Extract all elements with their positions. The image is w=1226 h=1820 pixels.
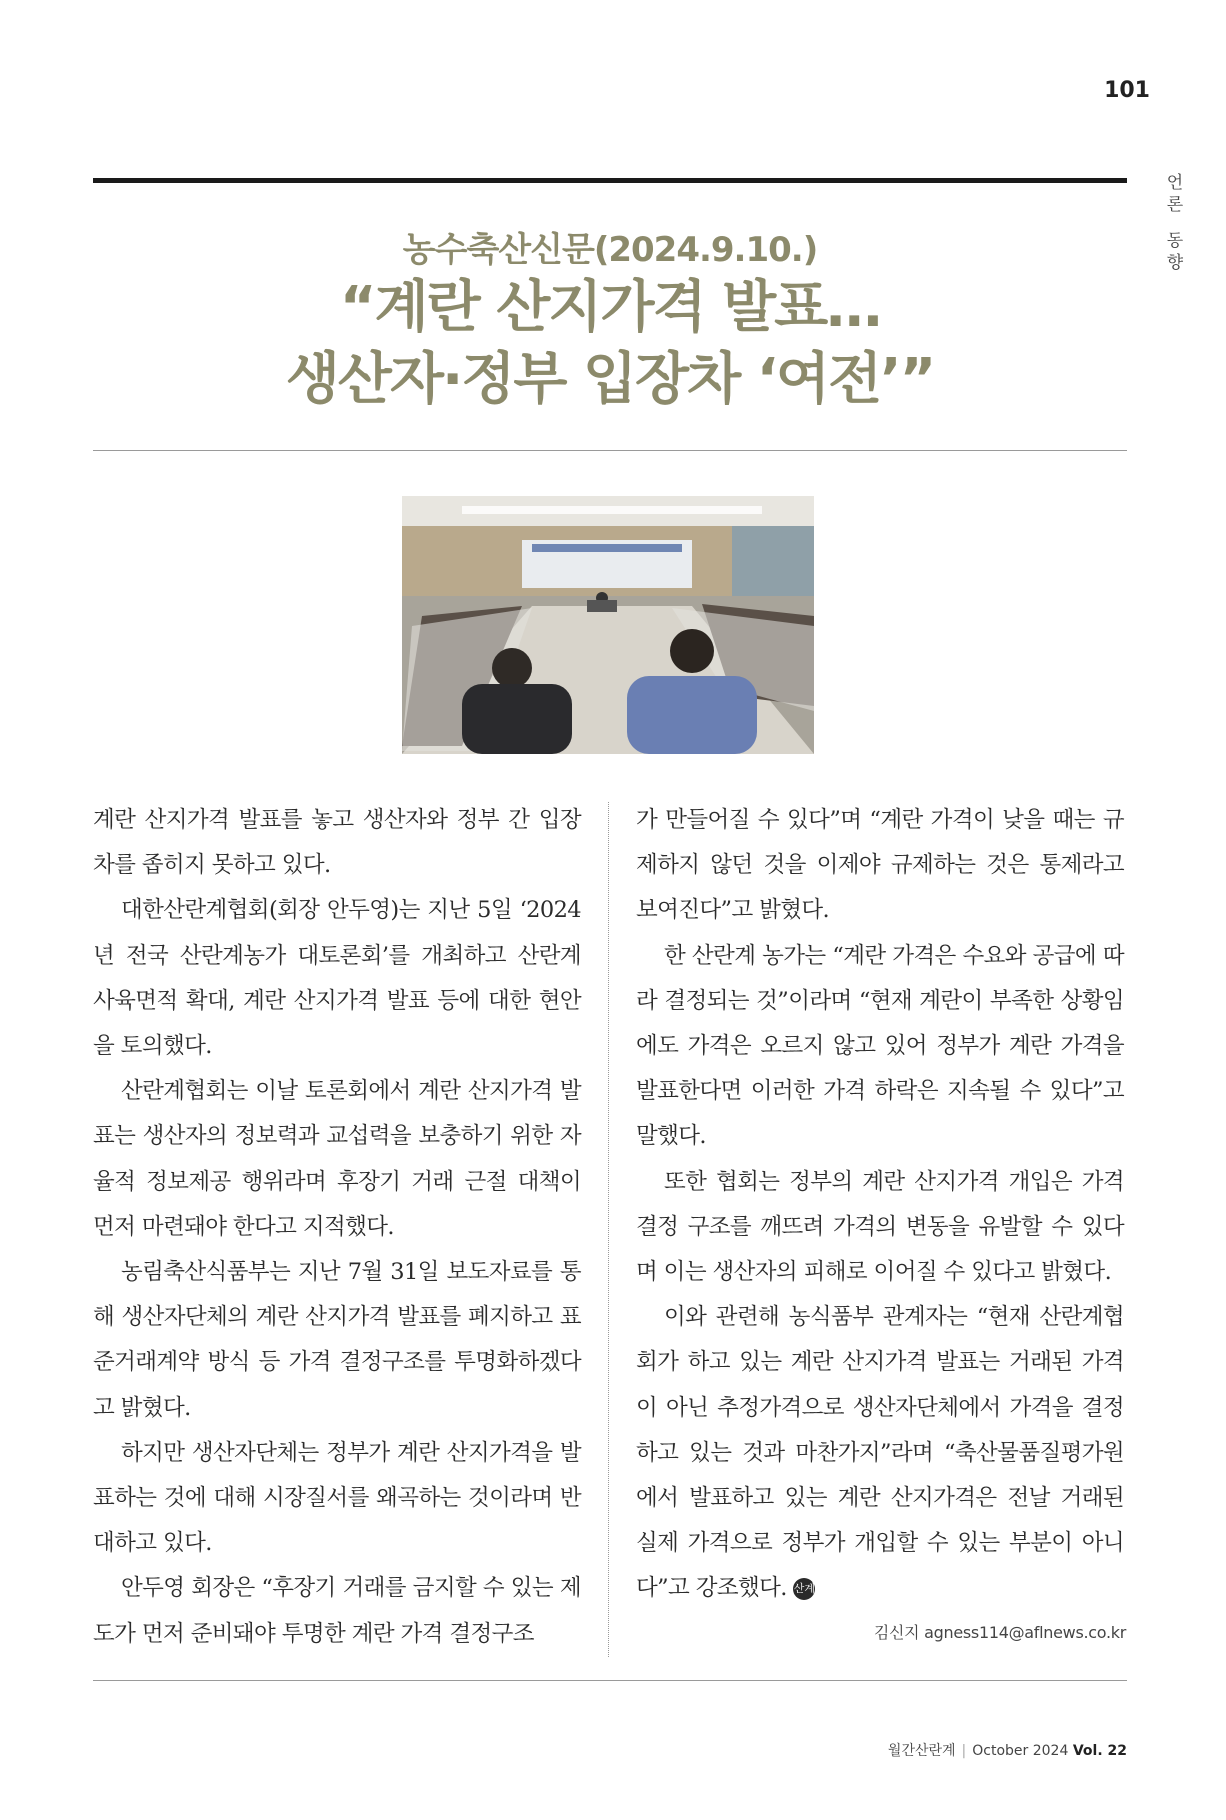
article-paragraph: 농림축산식품부는 지난 7월 31일 보도자료를 통해 생산자단체의 계란 산지가격 발표를 폐지하고 표준거래계약 방식 등 가격 결정구조를 투명화하겠다고 밝혔다. bbox=[93, 1259, 581, 1421]
page-number: 101 bbox=[1104, 78, 1150, 103]
article-paragraph: 대한산란계협회(회장 안두영)는 지난 5일 ‘2024년 전국 산란계농가 대토론회’를 개최하고 산란계 사육면적 확대, 계란 산지가격 발표 등에 대한 현안을 토의했다. bbox=[93, 897, 581, 1060]
section-label-char: 언 bbox=[1166, 173, 1184, 193]
article-paragraph bbox=[636, 1295, 1124, 1611]
footer-issue: October 2024 bbox=[972, 1743, 1069, 1759]
headline bbox=[93, 272, 1127, 416]
section-label-char: 동 bbox=[1166, 231, 1184, 251]
article-paragraph: 가 만들어질 수 있다”며 “계란 가격이 낮을 때는 규제하지 않던 것을 이제야 규제하는 것은 통제라고 보여진다”고 밝혔다. bbox=[636, 807, 1124, 924]
page-footer bbox=[700, 1740, 1127, 1760]
article-paragraph: 또한 협회는 정부의 계란 산지가격 개입은 가격 결정 구조를 깨뜨려 가격의 변동을 유발할 수 있다며 이는 생산자의 피해로 이어질 수 있다고 밝혔다. bbox=[636, 1168, 1124, 1286]
meeting-photo-icon bbox=[402, 496, 814, 754]
byline: 김신지 agness114@aflnews.co.kr bbox=[873, 1623, 1126, 1642]
article-paragraph-text: 이와 관련해 농식품부 관계자는 “현재 산란계협회가 하고 있는 계란 산지가격 발표는 거래된 가격이 아닌 추정가격으로 생산자단체에서 가격을 결정하고 있는 것과 마찬가지”라며 “축산물품질평가원에서 발표하고 있는 계란 산지가격은 전날 거래된 실제 가격으로 정부가 개입할 수 있는 부분이 아니다”고 강조했다. bbox=[636, 1304, 1124, 1602]
section-label-gap bbox=[1160, 216, 1190, 230]
section-label bbox=[1160, 172, 1190, 274]
article-paragraph: 한 산란계 농가는 “계란 가격은 수요와 공급에 따라 결정되는 것”이라며 “현재 계란이 부족한 상황임에도 가격은 오르지 않고 있어 정부가 계란 가격을 발표한다면 이러한 가격 하락은 지속될 수 있다”고 말했다. bbox=[636, 942, 1124, 1150]
column-divider bbox=[608, 802, 609, 1657]
end-mark-icon: 산계 bbox=[793, 1578, 815, 1600]
article-paragraph: 산란계협회는 이날 토론회에서 계란 산지가격 발표는 생산자의 정보력과 교섭력을 보충하기 위한 자율적 정보제공 행위라며 후장기 거래 근절 대책이 먼저 마련돼야 한다고 지적했다. bbox=[93, 1078, 581, 1240]
article-paragraph: 하지만 생산자단체는 정부가 계란 산지가격을 발표하는 것에 대해 시장질서를 왜곡하는 것이라며 반대하고 있다. bbox=[93, 1439, 581, 1557]
top-rule bbox=[93, 178, 1127, 183]
section-label-char: 향 bbox=[1166, 253, 1184, 273]
footer-volume: Vol. 22 bbox=[1072, 1743, 1127, 1759]
headline-line-2: 생산자·정부 입장차 ‘여전’” bbox=[285, 347, 935, 412]
divider-rule bbox=[93, 450, 1127, 451]
source-kicker: 농수축산신문(2024.9.10.) bbox=[402, 230, 818, 270]
article-paragraph: 안두영 회장은 “후장기 거래를 금지할 수 있는 제도가 먼저 준비돼야 투명한 계란 가격 결정구조 bbox=[93, 1575, 581, 1647]
article-paragraph: 계란 산지가격 발표를 놓고 생산자와 정부 간 입장차를 좁히지 못하고 있다. bbox=[93, 807, 581, 879]
article-column-right bbox=[636, 798, 1124, 1612]
headline-line-1: “계란 산지가격 발표… bbox=[339, 275, 881, 340]
footer-separator: | bbox=[961, 1743, 967, 1759]
bottom-rule bbox=[93, 1680, 1127, 1681]
article-column-left bbox=[93, 798, 581, 1657]
meeting-photo bbox=[402, 496, 814, 754]
section-label-char: 론 bbox=[1166, 195, 1184, 215]
footer-magazine: 월간산란계 bbox=[887, 1743, 956, 1759]
